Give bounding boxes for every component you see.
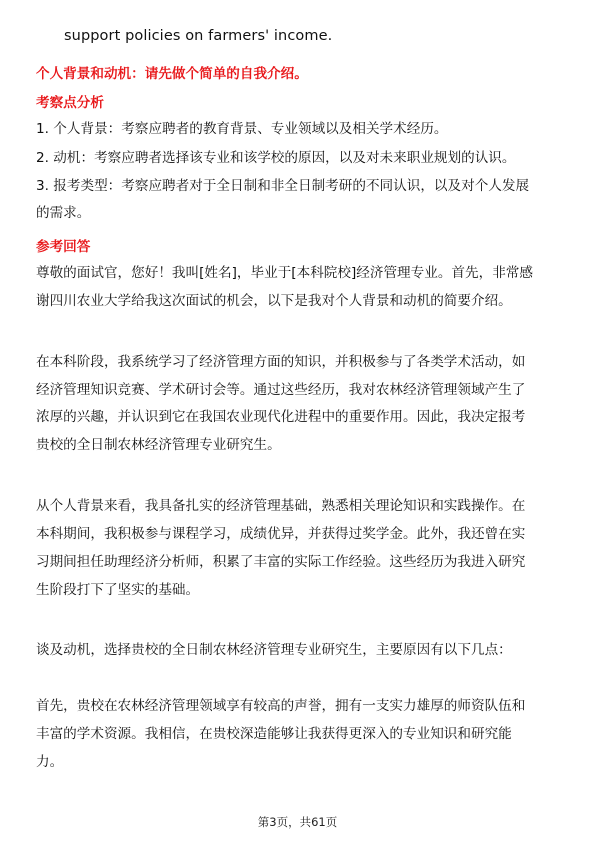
analysis-heading: 考察点分析 [36, 95, 104, 111]
answer-line: 谈及动机，选择贵校的全日制农林经济管理专业研究生，主要原因有以下几点： [36, 642, 512, 658]
analysis-item: 1. 个人背景：考察应聘者的教育背景、专业领域以及相关学术经历。 [36, 121, 448, 137]
answer-line: 在本科阶段，我系统学习了经济管理方面的知识，并积极参与了各类学术活动，如 [36, 354, 526, 370]
answer-line: 丰富的学术资源。我相信，在贵校深造能够让我获得更深入的专业知识和研究能 [36, 726, 512, 742]
answer-line: 习期间担任助理经济分析师，积累了丰富的实际工作经验。这些经历为我进入研究 [36, 554, 526, 570]
answer-line: 从个人背景来看，我具备扎实的经济管理基础，熟悉相关理论知识和实践操作。在 [36, 498, 526, 514]
answer-line: 尊敬的面试官，您好！我叫[姓名]，毕业于[本科院校]经济管理专业。首先，非常感 [36, 265, 533, 281]
answer-line: 经济管理知识竞赛、学术研讨会等。通过这些经历，我对农林经济管理领域产生了 [36, 382, 526, 398]
answer-line: 生阶段打下了坚实的基础。 [36, 582, 200, 598]
answer-line: 贵校的全日制农林经济管理专业研究生。 [36, 437, 281, 453]
answer-line: 本科期间，我积极参与课程学习，成绩优异，并获得过奖学金。此外，我还曾在实 [36, 526, 526, 542]
question-heading: 个人背景和动机：请先做个简单的自我介绍。 [36, 66, 308, 82]
analysis-item: 3. 报考类型：考察应聘者对于全日制和非全日制考研的不同认识，以及对个人发展 [36, 178, 530, 194]
lead-text: support policies on farmers' income. [64, 28, 333, 44]
page-number: 第3页，共61页 [257, 815, 338, 829]
answer-line: 浓厚的兴趣，并认识到它在我国农业现代化进程中的重要作用。因此，我决定报考 [36, 409, 526, 425]
answer-line: 首先，贵校在农林经济管理领域享有较高的声誉，拥有一支实力雄厚的师资队伍和 [36, 698, 526, 714]
answer-line: 力。 [36, 754, 64, 770]
answer-line: 谢四川农业大学给我这次面试的机会，以下是我对个人背景和动机的简要介绍。 [36, 293, 512, 309]
analysis-item: 2. 动机：考察应聘者选择该专业和该学校的原因，以及对未来职业规划的认识。 [36, 150, 516, 166]
analysis-item: 的需求。 [36, 205, 91, 221]
answer-heading: 参考回答 [36, 239, 91, 255]
